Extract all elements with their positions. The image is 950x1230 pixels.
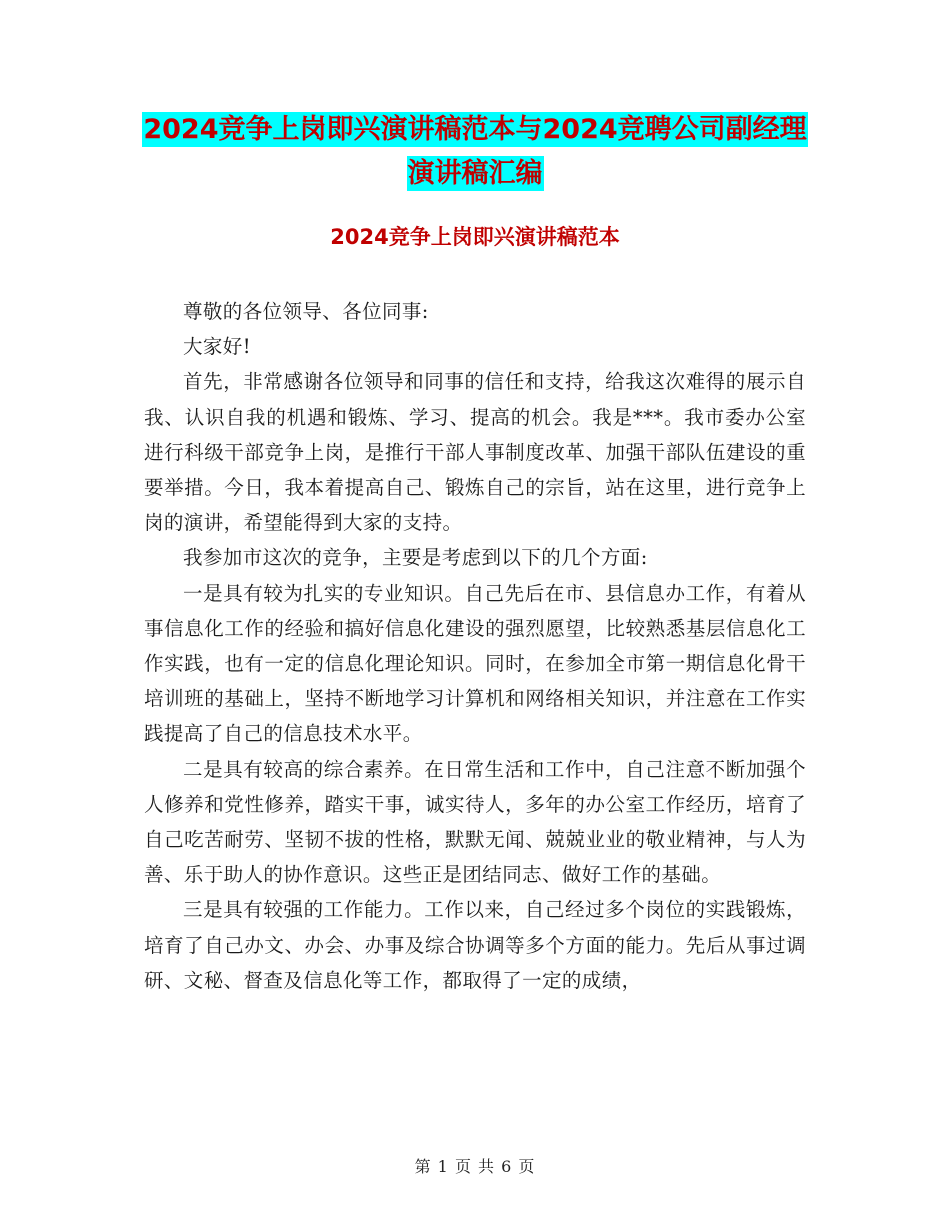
reasons-lead-paragraph: 我参加市这次的竞争，主要是考虑到以下的几个方面:	[183, 546, 648, 570]
reason-three-paragraph: 三是具有较强的工作能力。工作以来，自己经过多个岗位的实践锻炼，培育了自己办文、办会、办事及综合协调等多个方面的能力。先后从事过调研、文秘、督查及信息化等工作，都取得了一定的成绩，	[144, 898, 806, 992]
reason-two-paragraph: 二是具有较高的综合素养。在日常生活和工作中，自己注意不断加强个人修养和党性修养，踏实干事，诚实待人，多年的办公室工作经历，培育了自己吃苦耐劳、坚韧不拔的性格，默默无闻、兢兢业业的敬业精神，与人为善、乐于助人的协作意识。这些正是团结同志、做好工作的基础。	[144, 757, 806, 887]
title-highlight-2: 演讲稿汇编	[407, 158, 543, 189]
greeting-paragraph: 大家好!	[183, 335, 251, 359]
document-body	[144, 294, 806, 998]
document-title-line-1	[0, 108, 950, 152]
reason-one-paragraph: 一是具有较为扎实的专业知识。自己先后在市、县信息办工作，有着从事信息化工作的经验和搞好信息化建设的强烈愿望，比较熟悉基层信息化工作实践，也有一定的信息化理论知识。同时，在参加全市第一期信息化骨干培训班的基础上，坚持不断地学习计算机和网络相关知识，并注意在工作实践提高了自己的信息技术水平。	[144, 581, 806, 746]
section-heading: 2024竞争上岗即兴演讲稿范本	[330, 225, 620, 249]
intro-paragraph: 首先，非常感谢各位领导和同事的信任和支持，给我这次难得的展示自我、认识自我的机遇和锻炼、学习、提高的机会。我是***。我市委办公室进行科级干部竞争上岗，是推行干部人事制度改革、加强干部队伍建设的重要举措。今日，我本着提高自己、锻炼自己的宗旨，站在这里，进行竞争上岗的演讲，希望能得到大家的支持。	[144, 370, 806, 535]
title-highlight-1: 2024竞争上岗即兴演讲稿范本与2024竞聘公司副经理	[143, 114, 807, 145]
document-title-line-2	[0, 152, 950, 196]
page-footer: 第 1 页 共 6 页	[414, 1157, 536, 1176]
salutation-paragraph: 尊敬的各位领导、各位同事:	[183, 300, 429, 323]
